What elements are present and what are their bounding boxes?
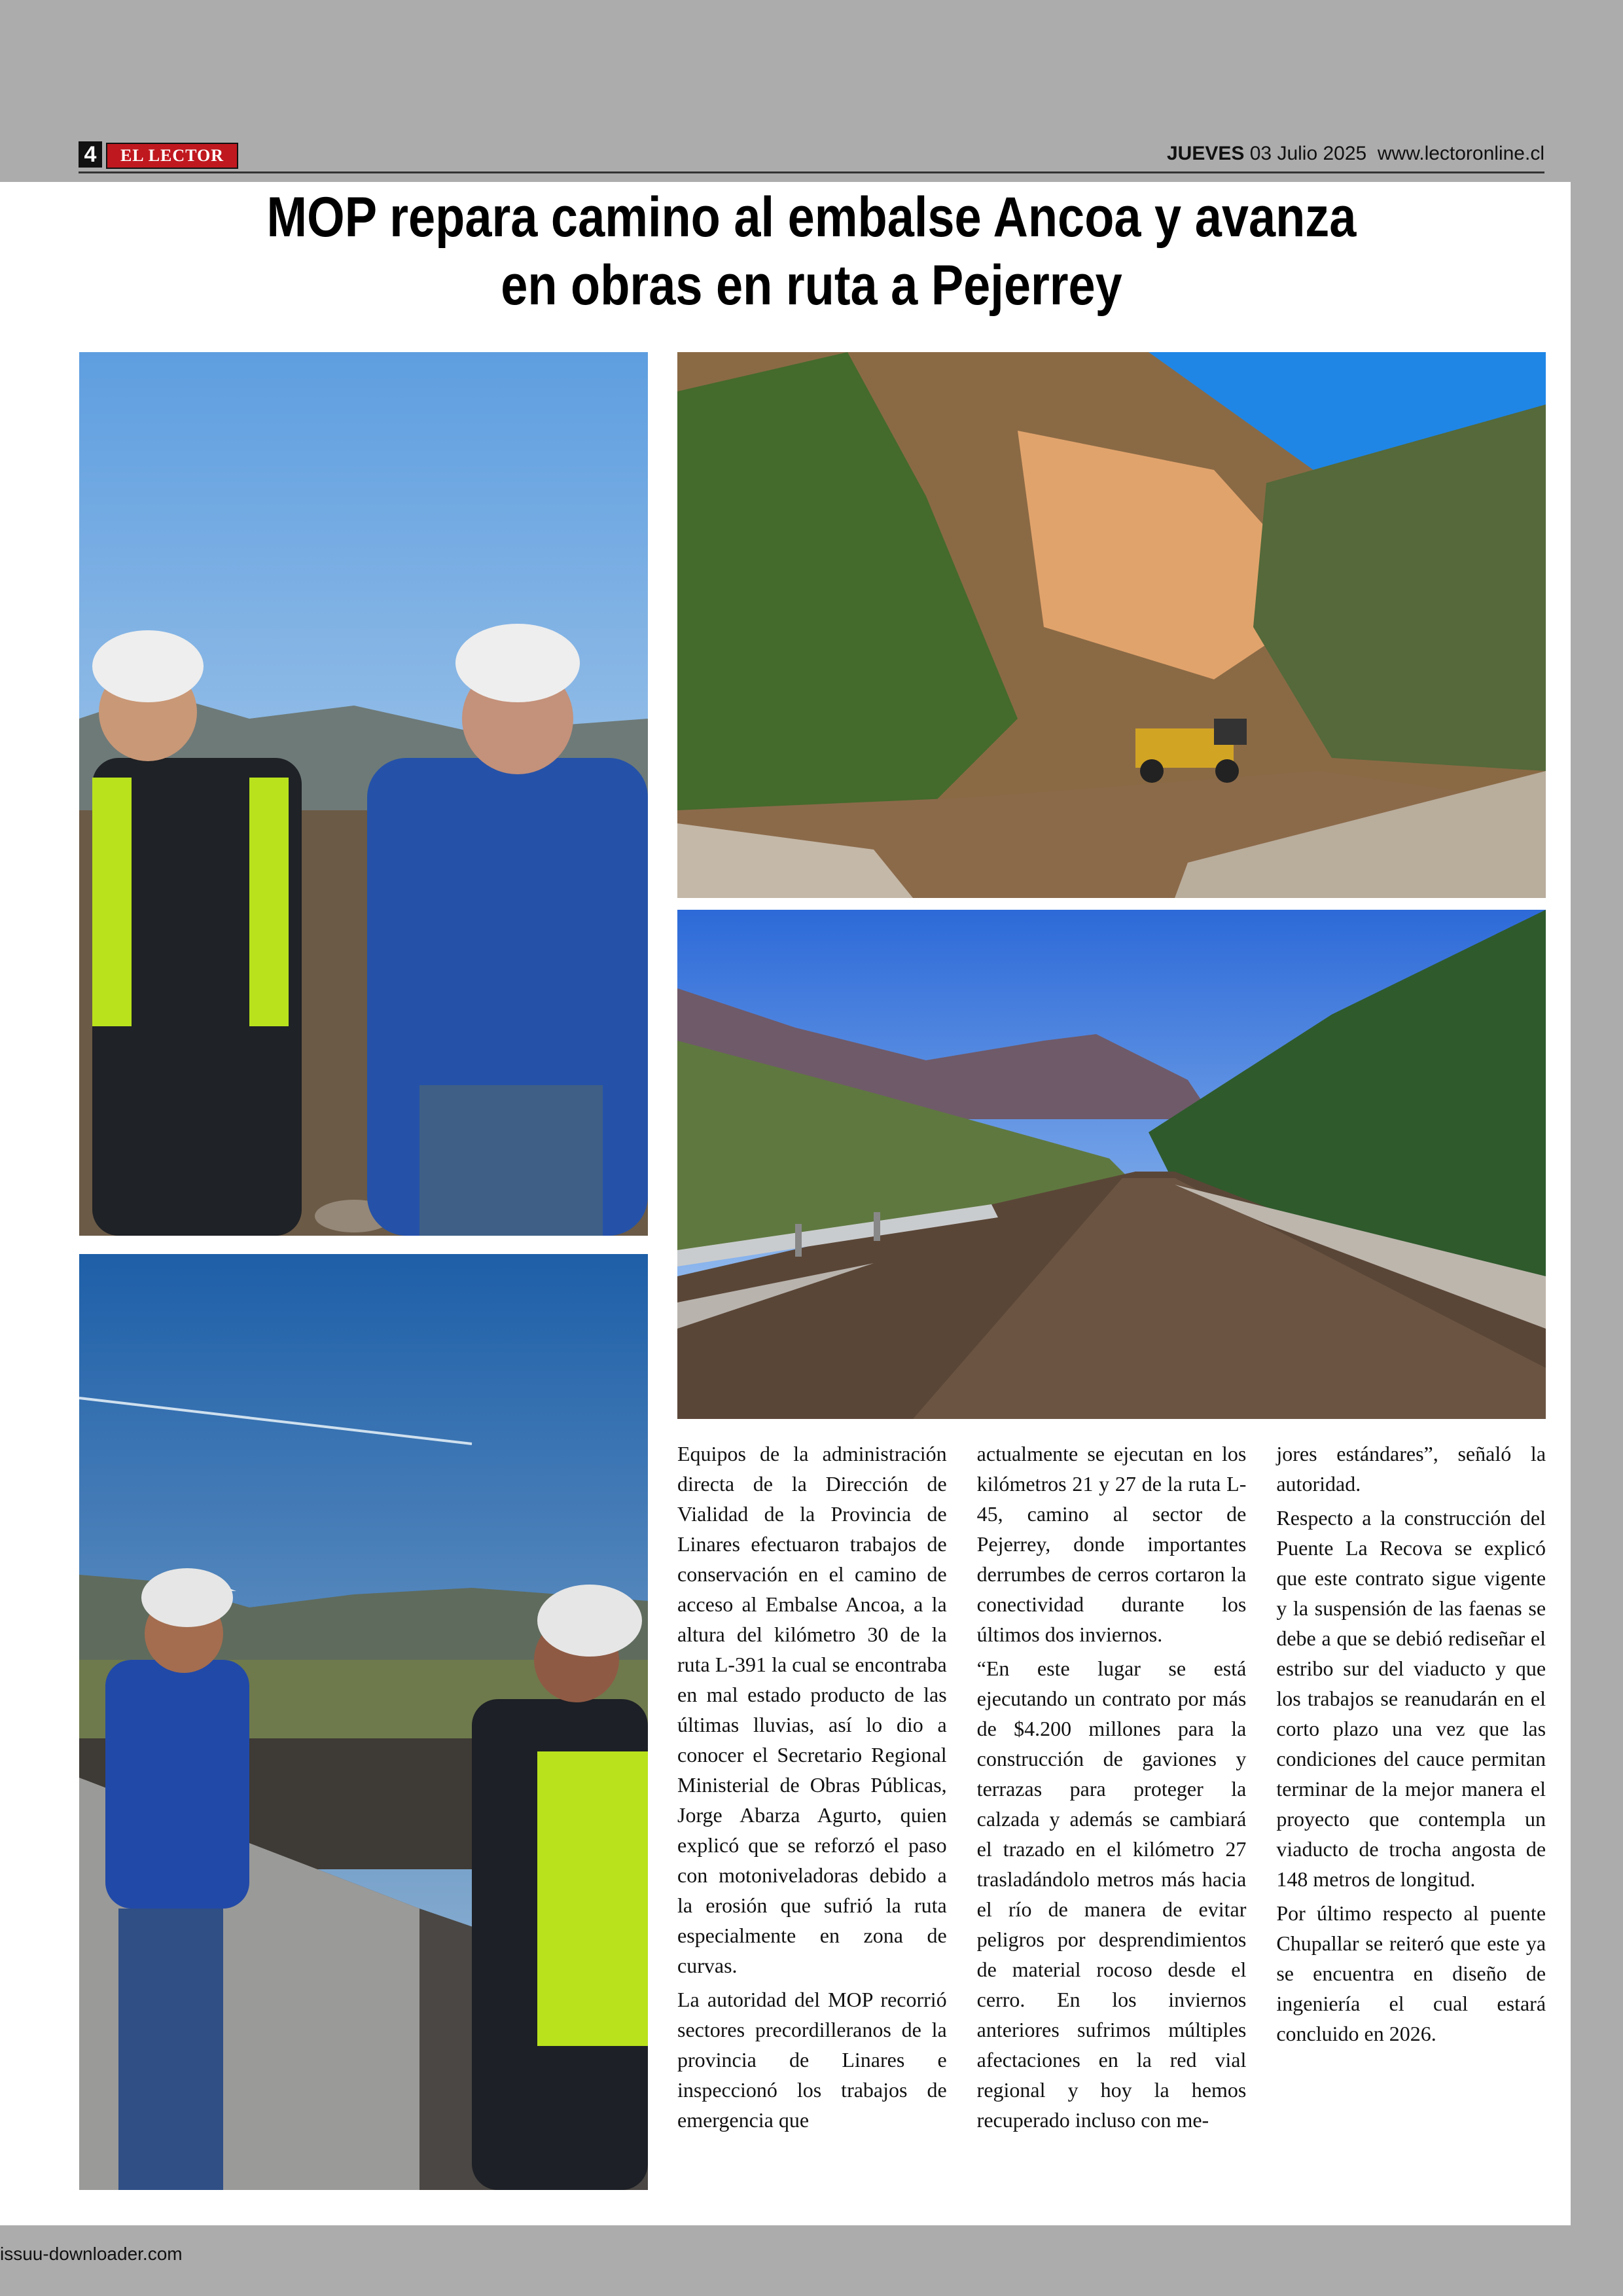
day-label: JUEVES: [1167, 143, 1245, 164]
date-label: 03 Julio 2025: [1249, 143, 1367, 164]
photo-gravel-road-image: [677, 910, 1546, 1419]
photo-officials: [79, 352, 648, 1236]
headline-line-1: MOP repara camino al embalse Ancoa y avanza: [266, 186, 1357, 249]
paragraph: La autoridad del MOP recorrió sectores precordilleranos de la provincia de Linares e inspeccionó los trabajos de emergencia que: [677, 1988, 947, 2132]
newspaper-logo: EL LECTOR: [106, 143, 238, 169]
paragraph: “En este lugar se está ejecutando un contrato por más de $4.200 millones para la construcción de gaviones y terrazas para proteger la calzada y además se cambiará el trazado en el kilómetro 27 trasladándolo metros más hacia el río de manera de evitar peligros por desprendimientos de material rocoso desde el cerro. En los inviernos anteriores sufrimos múltiples afectaciones en la red vial regional y hoy la hemos recuperado incluso con me-: [976, 1657, 1247, 2132]
article-body: [677, 1439, 1546, 2139]
paragraph: jores estándares”, señaló la autoridad.: [1276, 1442, 1546, 1496]
article-column-1: [677, 1439, 947, 2139]
article-column-2: [977, 1439, 1247, 2139]
paragraph: Por último respecto al puente Chupallar se reiteró que este ya se encuentra en diseño de ingeniería el cual estará concluido en 2026.: [1276, 1901, 1546, 2045]
photo-hillside-grader-image: [677, 352, 1546, 898]
photo-gravel-road: [677, 910, 1546, 1419]
article-headline: [181, 183, 1442, 319]
paragraph: Equipos de la administración directa de la Dirección de Vialidad de la Provincia de Linares efectuaron trabajos de conservación en el camino de acceso al Embalse Ancoa, a la altura del kilómetro 30 de la ruta L-391 la cual se encontraba en mal estado producto de las últimas lluvias, así lo dio a conocer el Secretario Regional Ministerial de Obras Públicas, Jorge Abarza Agurto, quien explicó que se reforzó el paso con motoniveladoras debido a la erosión que sufrió la ruta especialmente en zona de curvas.: [677, 1442, 947, 1977]
photo-river-inspection-image: [79, 1254, 648, 2190]
paragraph: actualmente se ejecutan en los kilómetros 21 y 27 de la ruta L-45, camino al sector de Pejerrey, donde importantes derrumbes de cerros cortaron la conectividad durante los últimos dos inviernos.: [976, 1442, 1247, 1646]
dateline: [1167, 143, 1544, 165]
photo-officials-image: [79, 352, 648, 1236]
page-number: 4: [79, 141, 102, 168]
photo-hillside-grader: [677, 352, 1546, 898]
website-label: www.lectoronline.cl: [1377, 143, 1544, 164]
headline-line-2: en obras en ruta a Pejerrey: [501, 254, 1122, 317]
paragraph: Respecto a la construcción del Puente La Recova se explicó que este contrato sigue vigente y la suspensión de las faenas se debe a que se debió rediseñar el estribo sur del viaducto y que los trabajos se reanudarán en el corto plazo una vez que las condiciones del cauce permitan terminar de la mejor manera el proyecto que contempla un viaducto de trocha angosta de 148 metros de longitud.: [1276, 1506, 1546, 1891]
watermark-link[interactable]: issuu-downloader.com: [0, 2244, 183, 2264]
article-column-3: [1276, 1439, 1546, 2139]
page-header: [79, 139, 1544, 173]
photo-river-inspection: [79, 1254, 648, 2190]
